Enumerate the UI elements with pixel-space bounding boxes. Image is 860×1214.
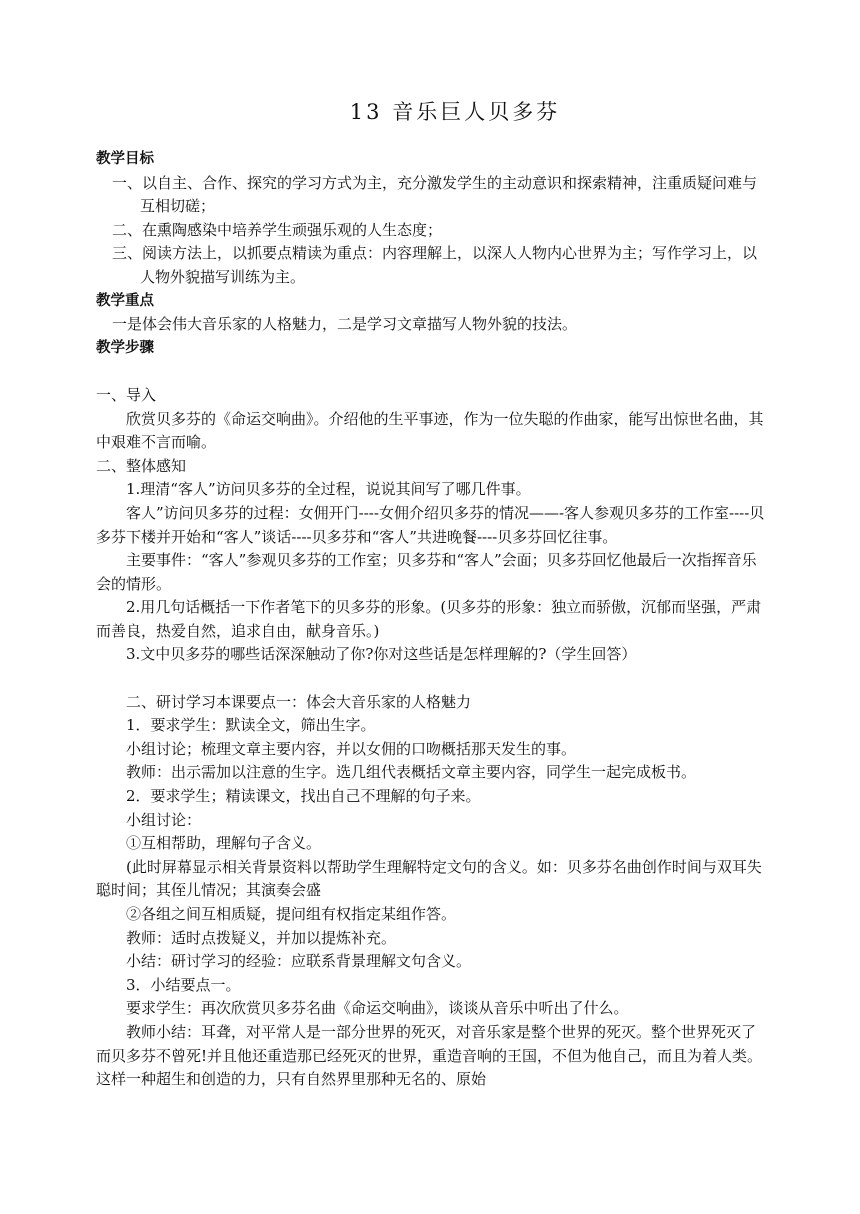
- paragraph: 2.用几句话概括一下作者笔下的贝多芬的形象。(贝多芬的形象：独立而骄傲，沉郁而坚强，严肃而善良，热爱自然，追求自由，献身音乐。): [96, 598, 762, 640]
- paragraph: 3．小结要点一。: [126, 975, 241, 994]
- paragraph: (此时屏幕显示相关背景资料以帮助学生理解特定文句的含义。如：贝多芬名曲创作时间与双耳失聪时间；其侄儿情况；其演奏会盛: [96, 857, 762, 900]
- paragraph: 1．要求学生：默读全文，筛出生字。: [126, 716, 376, 735]
- paragraph: 教师：出示需加以注意的生字。选几组代表概括文章主要内容，同学生一起完成板书。: [126, 763, 697, 782]
- paragraph: ②各组之间互相质疑，提问组有权指定某组作答。: [126, 905, 457, 923]
- blank-line: [96, 360, 766, 384]
- paragraph: 教师小结：耳聋，对平常人是一部分世界的死灭，对音乐家是整个世界的死灭。整个世界死灭了而贝多芬不曾死!并且他还重造那已经死灭的世界，重造音响的王国，不但为他自己，而且为着人类。这样一种超生和创造的力，只有自然界里那种无名的、原始: [96, 1022, 763, 1089]
- goals-heading: 教学目标: [96, 151, 154, 167]
- steps-heading: 教学步骤: [96, 339, 154, 356]
- paragraph: ①互相帮助，理解句子含义。: [126, 834, 322, 853]
- paragraph: 小结：研讨学习的经验：应联系背景理解文句含义。: [126, 952, 472, 971]
- document-body: [96, 148, 766, 1092]
- blank-line: [96, 667, 766, 691]
- paragraph: 教师：适时点拨疑义，并加以提炼补充。: [126, 928, 397, 947]
- paragraph: 小组讨论：: [126, 810, 202, 829]
- paragraph: 客人”访问贝多芬的过程：女佣开门----女佣介绍贝多芬的情况——-客人参观贝多芬的工作室----贝多芬下楼并开始和“客人”谈话----贝多芬和“客人”共进晚餐----贝多芬回忆往事。: [96, 503, 765, 546]
- step-heading-intro: 一、导入: [96, 385, 157, 404]
- paragraph: 2．要求学生；精读课文，找出自己不理解的句子来。: [126, 787, 481, 806]
- paragraph: 欣赏贝多芬的《命运交响曲》。介绍他的生平事迹，作为一位失聪的作曲家，能写出惊世名曲，其中艰难不言而喻。: [96, 409, 764, 452]
- paragraph: 1.理清“客人”访问贝多芬的全过程，说说其间写了哪几件事。: [126, 480, 531, 499]
- page-title: 13 音乐巨人贝多芬: [349, 100, 561, 124]
- goal-item-1: 一、以自主、合作、探究的学习方式为主，充分激发学生的主动意识和探索精神，注重质疑问难与互相切磋；: [112, 173, 758, 216]
- paragraph: 主要事件：“客人”参观贝多芬的工作室；贝多芬和“客人”会面；贝多芬回忆他最后一次指挥音乐会的情形。: [96, 551, 757, 593]
- paragraph: 要求学生：再次欣赏贝多芬名曲《命运交响曲》，谈谈从音乐中听出了什么。: [126, 999, 629, 1018]
- paragraph: 小组讨论；梳理文章主要内容，并以女佣的口吻概括那天发生的事。: [126, 739, 577, 758]
- focus-text: 一是体会伟大音乐家的人格魅力，二是学习文章描写人物外貌的技法。: [112, 315, 578, 334]
- goal-item-3: 三、阅读方法上，以抓要点精读为重点：内容理解上，以深人人物内心世界为主；写作学习上，以人物外貌描写训练为主。: [112, 244, 758, 286]
- paragraph: 3.文中贝多芬的哪些话深深触动了你?你对这些话是怎样理解的?（学生回答）: [126, 645, 637, 664]
- focus-heading: 教学重点: [96, 292, 154, 309]
- step-heading-study: 二、研讨学习本课要点一：体会大音乐家的人格魅力: [126, 692, 472, 711]
- goal-item-2: 二、在熏陶感染中培养学生顽强乐观的人生态度；: [112, 220, 443, 239]
- step-heading-overview: 二、整体感知: [96, 456, 187, 475]
- document-page: [96, 0, 766, 1214]
